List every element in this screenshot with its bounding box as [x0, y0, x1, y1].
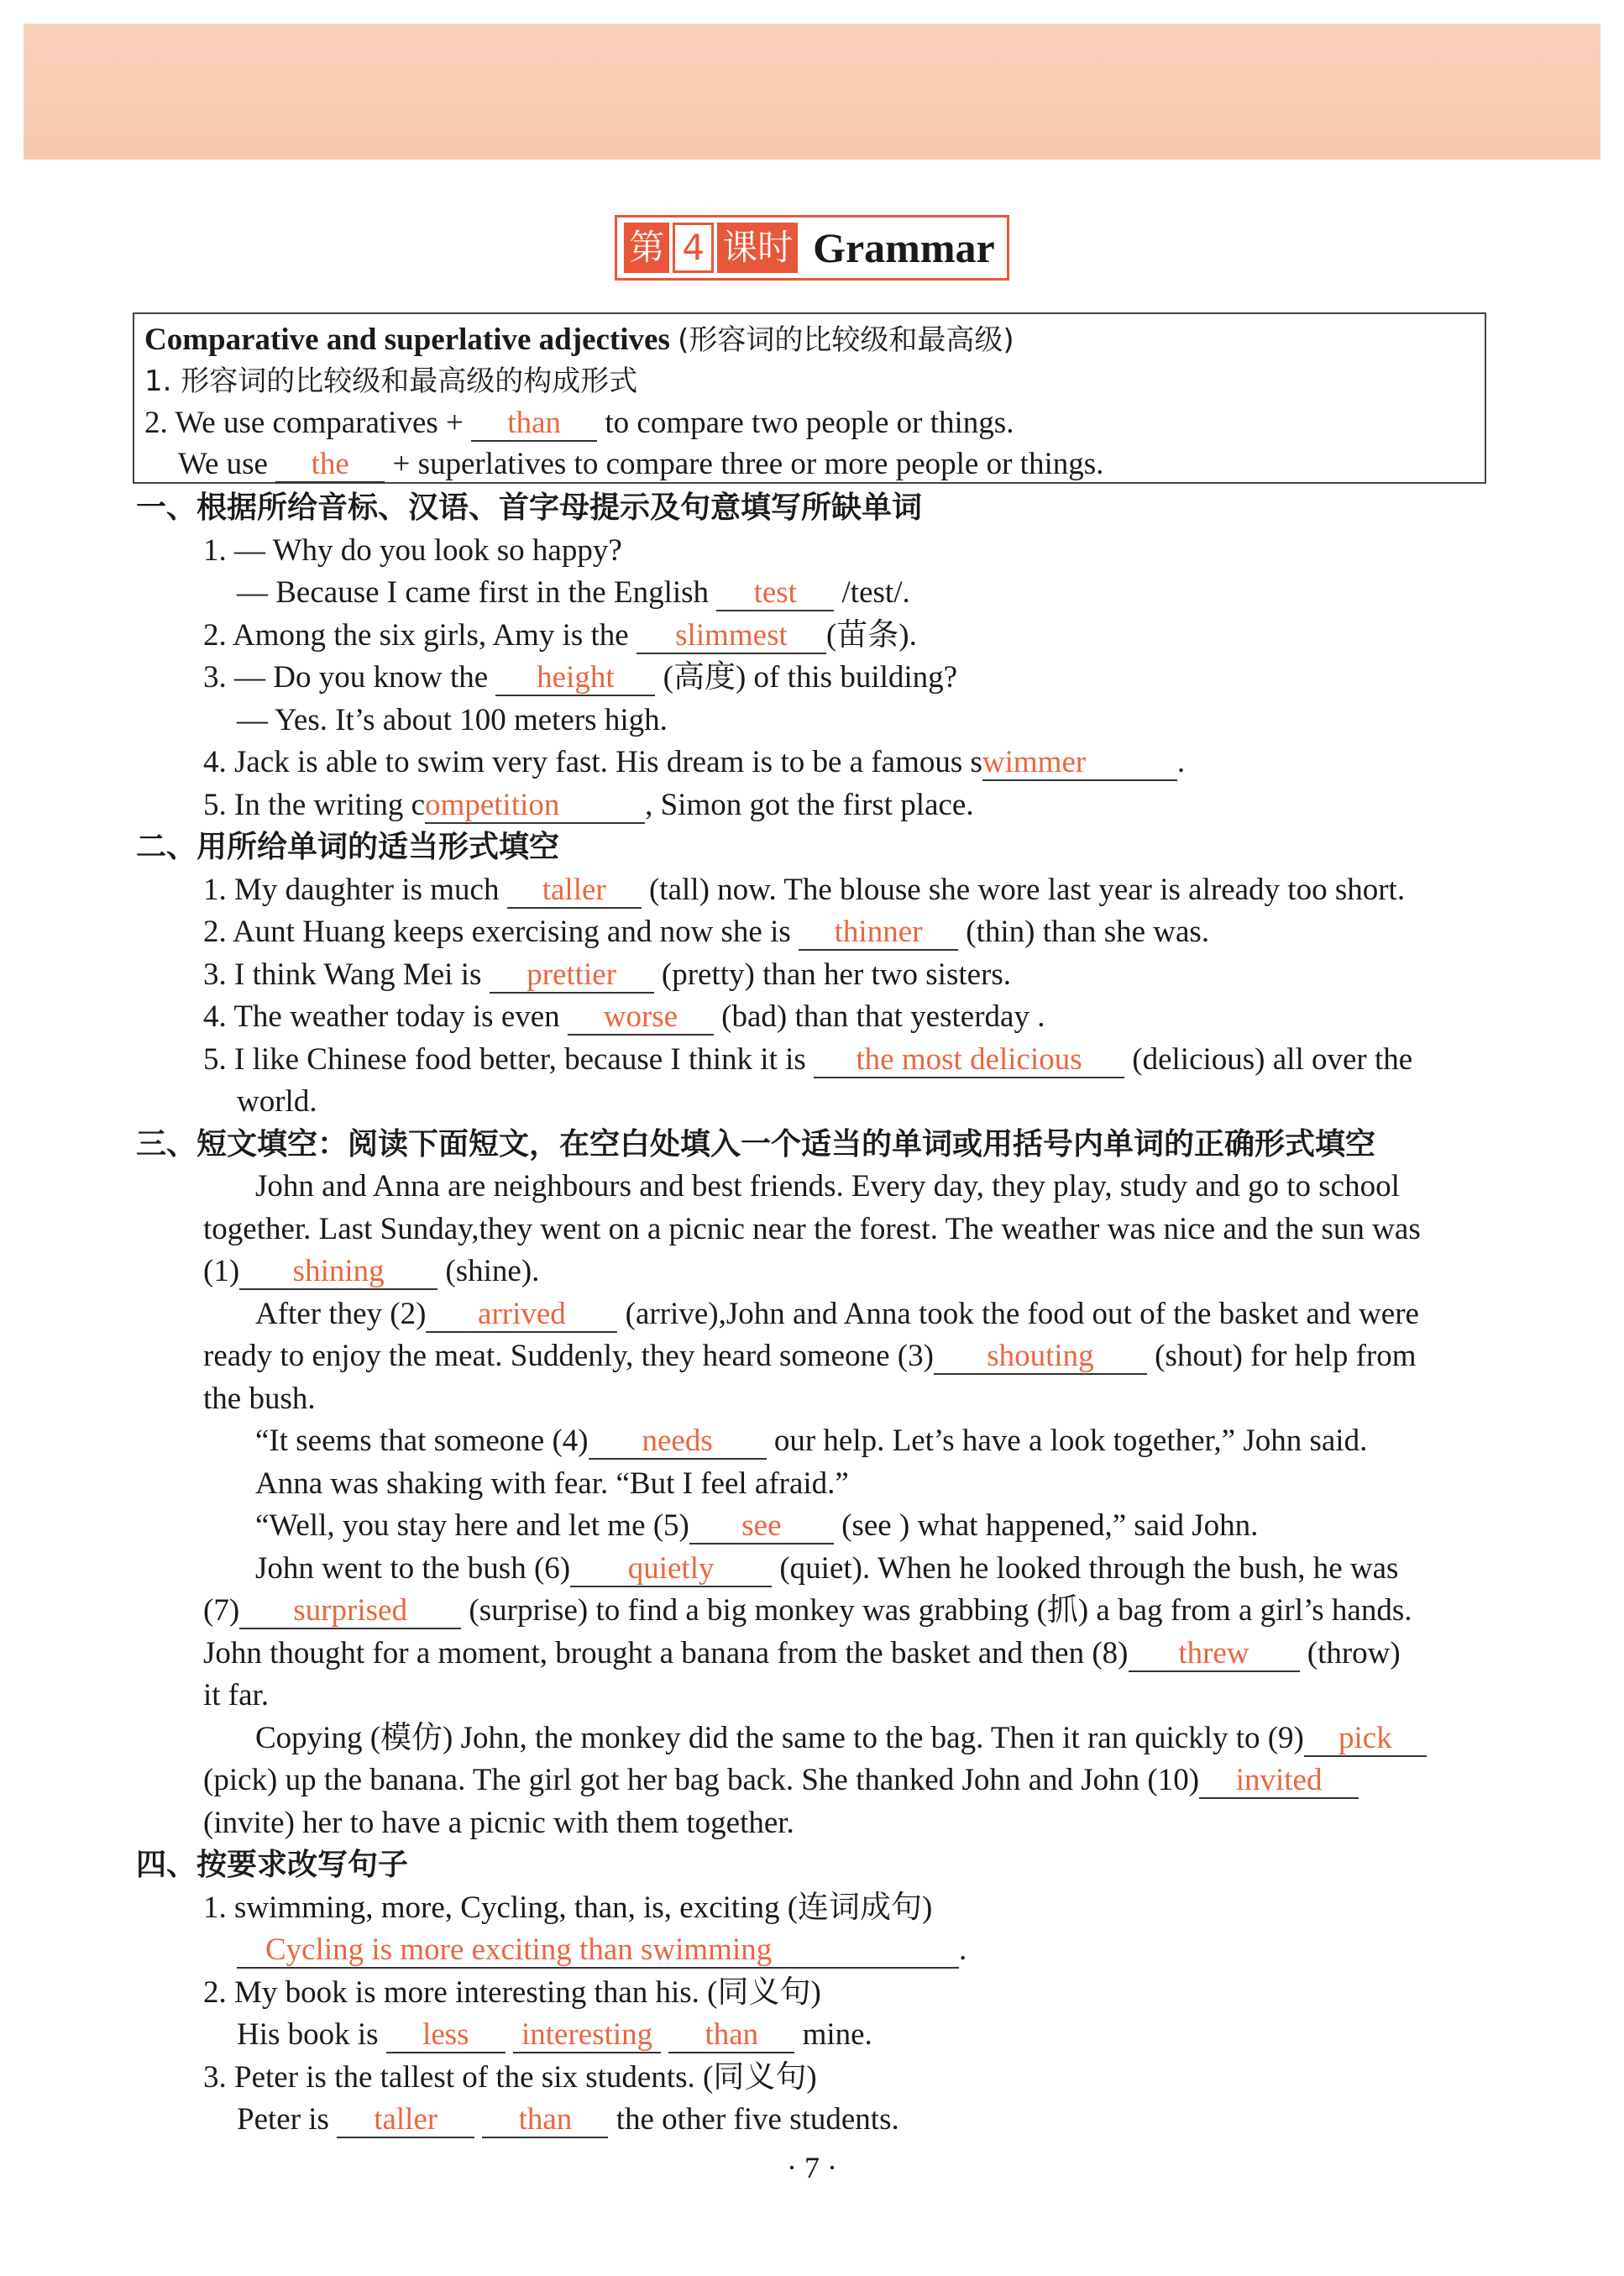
summary-line2: 2. We use comparatives + than to compare two people or things. — [144, 406, 1014, 440]
s4-q2-answer: His book is less interesting than mine. — [237, 2017, 872, 2052]
summary-heading — [144, 319, 1475, 361]
lesson-suffix: 课时 — [717, 223, 798, 273]
passage-line: John went to the bush (6) quietly (quiet). When he looked through the bush, he was — [255, 1550, 1399, 1586]
page-number: · 7 · — [787, 2151, 837, 2184]
s1-q3a: 3. — Do you know the height (高度) of this building? — [203, 660, 958, 695]
passage-line: “Well, you stay here and let me (5) see (see ) what happened,” said John. — [255, 1508, 1259, 1543]
section-3-title: 三、短文填空：阅读下面短文，在空白处填入一个适当的单词或用括号内单词的正确形式填空 — [136, 1126, 1376, 1162]
passage-line: John and Anna are neighbours and best friends. Every day, they play, study and go to school — [255, 1169, 1400, 1204]
answer-blank: than — [482, 2103, 608, 2138]
answer-blank: thinner — [799, 915, 958, 951]
answer-blank: slimmest — [637, 619, 826, 654]
answer-blank: taller — [337, 2103, 474, 2138]
s2-q2: 2. Aunt Huang keeps exercising and now she is thinner (thin) than she was. — [203, 915, 1210, 949]
s1-q1a: 1. — Why do you look so happy? — [203, 532, 622, 568]
section-2-title: 二、用所给单词的适当形式填空 — [136, 830, 560, 864]
answer-blank: taller — [507, 873, 642, 909]
answer-blank: see — [689, 1509, 834, 1544]
answer-blank: the most delicious — [814, 1043, 1124, 1078]
lesson-title — [0, 215, 1624, 281]
passage-line: John thought for a moment, brought a banana from the basket and then (8) threw (throw) — [203, 1635, 1401, 1670]
s4-q3-answer: Peter is taller than the other five students. — [237, 2102, 899, 2137]
passage-line: After they (2) arrived (arrive),John and Anna took the food out of the basket and were — [255, 1296, 1419, 1331]
s1-q2: 2. Among the six girls, Amy is the slimmest (苗条). — [203, 617, 917, 653]
grammar-summary-box — [133, 312, 1486, 484]
answer-blank: interesting — [513, 2018, 661, 2053]
answer-blank: arrived — [426, 1298, 617, 1333]
answer-blank: wimmer — [982, 746, 1177, 781]
exercise-content — [134, 487, 1495, 2142]
s2-q1: 1. My daughter is much taller (tall) now. The blouse she wore last year is already too short. — [203, 872, 1406, 907]
passage-line: the bush. — [203, 1381, 316, 1416]
top-banner — [24, 24, 1600, 160]
answer-blank: quietly — [570, 1552, 772, 1587]
s4-q2: 2. My book is more interesting than his. (同义句) — [203, 1974, 821, 2010]
answer-blank: threw — [1129, 1637, 1300, 1672]
answer-blank: Cycling is more exciting than swimming — [237, 1933, 959, 1969]
lesson-number: 4 — [673, 223, 714, 273]
s1-q5: 5. In the writing competition , Simon got the first place. — [203, 787, 974, 822]
passage-line: (7) surprised (surprise) to find a big monkey was grabbing (抓) a bag from a girl’s hands. — [203, 1593, 1412, 1628]
answer-blank: pick — [1304, 1722, 1427, 1757]
passage-line: “It seems that someone (4) needs our help. Let’s have a look together,” John said. — [255, 1424, 1368, 1458]
s2-q4: 4. The weather today is even worse (bad) than that yesterday . — [203, 999, 1045, 1034]
s2-q5: 5. I like Chinese food better, because I think it is the most delicious (delicious) all over the — [203, 1041, 1413, 1077]
answer-blank: than — [668, 2018, 794, 2053]
answer-blank: prettier — [490, 958, 654, 994]
lesson-title-frame — [615, 215, 1008, 281]
answer-blank: shouting — [934, 1340, 1147, 1375]
s4-q1: 1. swimming, more, Cycling, than, is, exciting (连词成句) — [203, 1890, 933, 1925]
answer-blank: test — [716, 576, 834, 611]
s4-q3: 3. Peter is the tallest of the six students. (同义句) — [203, 2059, 817, 2095]
answer-blank: ompetition — [425, 789, 645, 824]
answer-blank: the — [275, 448, 385, 483]
passage-line: together. Last Sunday,they went on a picnic near the forest. The weather was nice and the sun was — [203, 1211, 1421, 1246]
lesson-prefix: 第 — [624, 223, 669, 273]
answer-blank: worse — [568, 1000, 714, 1036]
summary-line1: 1. 形容词的比较级和最高级的构成形式 — [144, 364, 638, 398]
summary-line3: We use the + superlatives to compare three or more people or things. — [178, 447, 1104, 481]
s2-q5-cont: world. — [237, 1084, 317, 1119]
answer-blank: needs — [589, 1424, 767, 1460]
answer-blank: invited — [1199, 1764, 1359, 1799]
summary-heading-en: Comparative and superlative adjectives — [144, 323, 670, 357]
section-1-title: 一、根据所给音标、汉语、首字母提示及句意填写所缺单词 — [136, 490, 923, 525]
s1-q4: 4. Jack is able to swim very fast. His dream is to be a famous swimmer . — [203, 745, 1186, 779]
s2-q3: 3. I think Wang Mei is prettier (pretty) than her two sisters. — [203, 957, 1012, 992]
passage-line: (1) shining (shine). — [203, 1254, 540, 1288]
answer-blank: less — [386, 2018, 506, 2053]
passage-line: (pick) up the banana. The girl got her bag back. She thanked John and John (10) invited — [134, 1759, 1495, 1802]
answer-blank: height — [495, 661, 655, 696]
s4-q1-answer: Cycling is more exciting than swimming . — [134, 1929, 1495, 1972]
summary-heading-cn: (形容词的比较级和最高级) — [678, 323, 1014, 357]
passage-line: (invite) her to have a picnic with them together. — [203, 1805, 794, 1840]
answer-blank: than — [471, 406, 597, 442]
passage-line: Anna was shaking with fear. “But I feel afraid.” — [255, 1466, 849, 1501]
section-4-title: 四、按要求改写句子 — [136, 1848, 409, 1882]
answer-blank: surprised — [239, 1594, 461, 1629]
passage-line: Copying (模仿) John, the monkey did the same to the bag. Then it ran quickly to (9) pick — [134, 1717, 1495, 1760]
passage-line: ready to enjoy the meat. Suddenly, they heard someone (3) shouting (shout) for help from — [203, 1339, 1417, 1373]
lesson-title-text: Grammar — [813, 224, 995, 271]
passage-line: it far. — [203, 1678, 270, 1712]
s1-q1b: — Because I came first in the English test /test/. — [237, 575, 910, 610]
s1-q3b: — Yes. It’s about 100 meters high. — [237, 702, 668, 737]
answer-blank: shining — [239, 1255, 437, 1290]
